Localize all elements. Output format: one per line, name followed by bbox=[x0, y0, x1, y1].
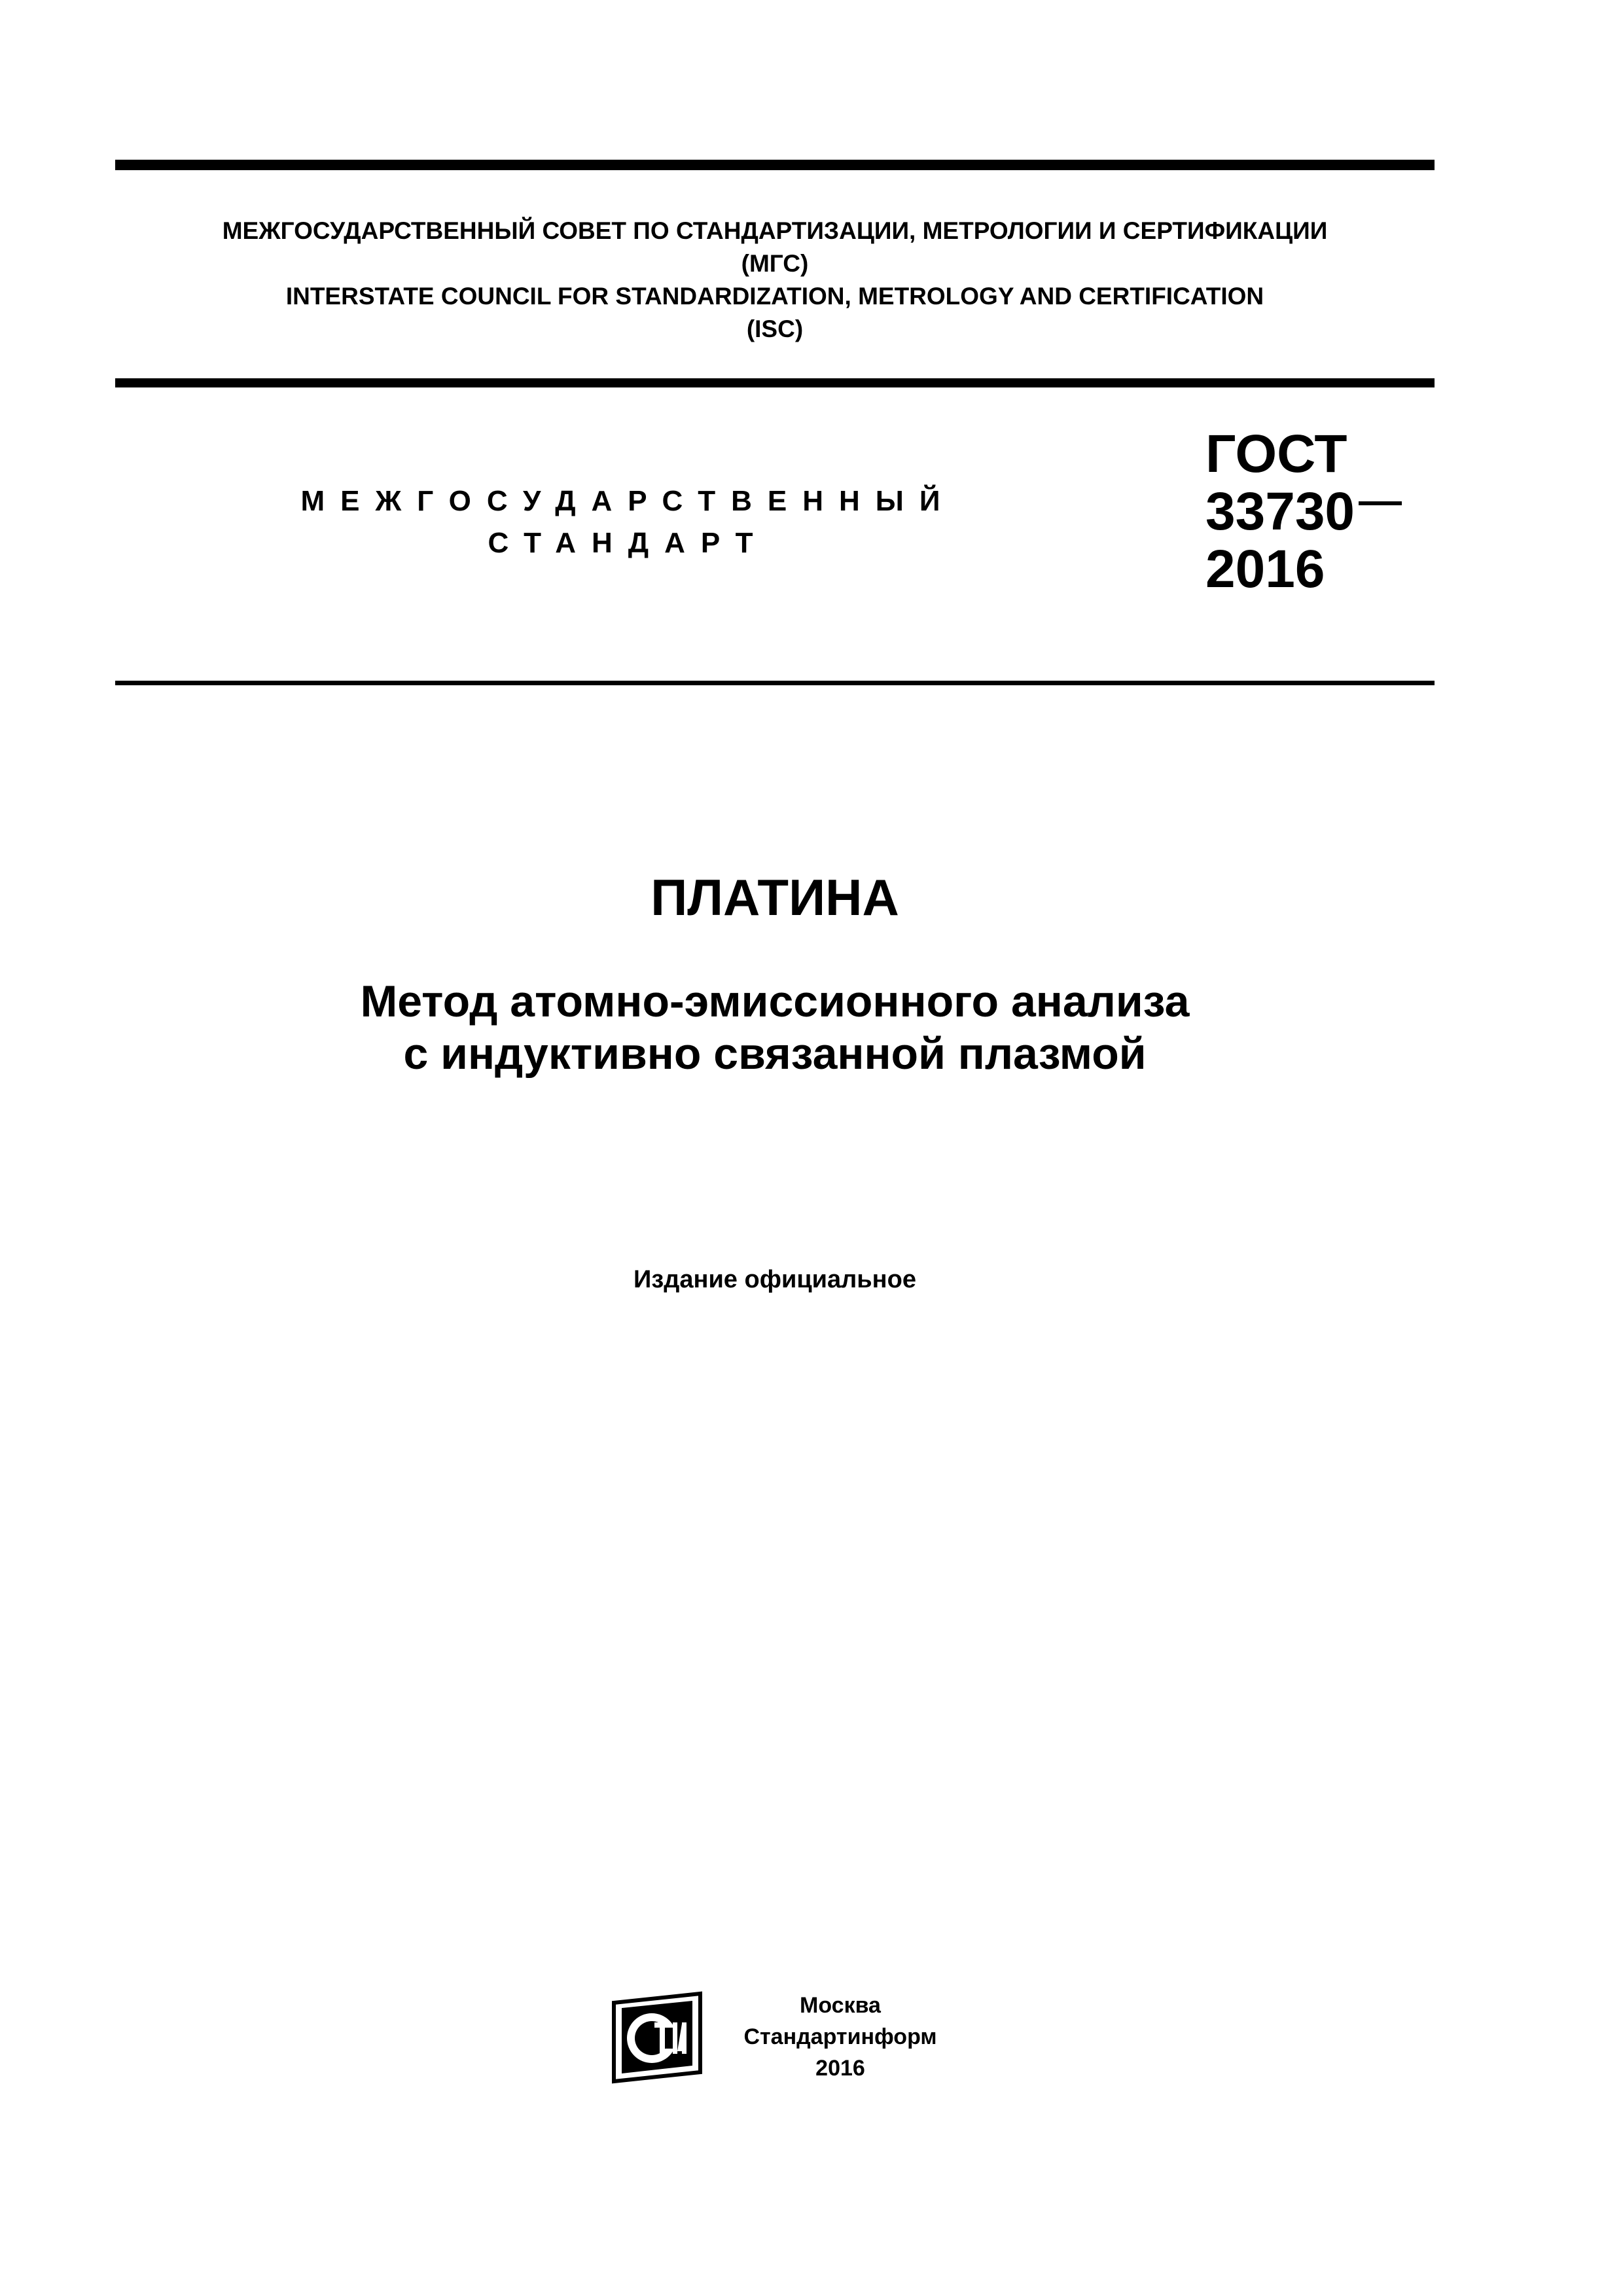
council-header bbox=[115, 215, 1435, 346]
standard-label-line1: МЕЖГОСУДАРСТВЕННЫЙ bbox=[300, 485, 956, 517]
edition-note: Издание официальное bbox=[633, 1266, 916, 1293]
publisher-block bbox=[722, 1990, 958, 2084]
standard-label-line2: СТАНДАРТ bbox=[488, 527, 769, 559]
council-name-en: INTERSTATE COUNCIL FOR STANDARDIZATION, METROLOGY AND CERTIFICATION bbox=[285, 283, 1264, 310]
gost-dash bbox=[1359, 501, 1402, 505]
publisher-name: Стандартинформ bbox=[743, 2024, 937, 2049]
council-name-ru: МЕЖГОСУДАРСТВЕННЫЙ СОВЕТ ПО СТАНДАРТИЗАЦИИ, МЕТРОЛОГИИ И СЕРТИФИКАЦИИ bbox=[222, 217, 1328, 244]
gost-year: 2016 bbox=[1205, 539, 1325, 599]
middle-rule bbox=[115, 378, 1435, 387]
gost-designation bbox=[1205, 425, 1402, 598]
gost-prefix: ГОСТ bbox=[1205, 424, 1347, 484]
gost-number: 33730 bbox=[1205, 482, 1355, 541]
document-subtitle bbox=[115, 975, 1435, 1080]
standartinform-logo-icon bbox=[609, 1988, 705, 2087]
document-title: ПЛАТИНА bbox=[651, 869, 899, 926]
document-subtitle-line2: с индуктивно связанной плазмой bbox=[403, 1029, 1147, 1079]
bottom-rule bbox=[115, 681, 1435, 685]
top-rule bbox=[115, 160, 1435, 170]
standard-label bbox=[275, 480, 982, 564]
publisher-city: Москва bbox=[800, 1993, 881, 2018]
publisher-year: 2016 bbox=[815, 2056, 865, 2081]
gost-number-row bbox=[1205, 483, 1402, 541]
council-abbr-en: (ISC) bbox=[746, 315, 804, 342]
document-subtitle-line1: Метод атомно-эмиссионного анализа bbox=[360, 977, 1190, 1026]
council-abbr-ru: (МГС) bbox=[741, 250, 809, 277]
